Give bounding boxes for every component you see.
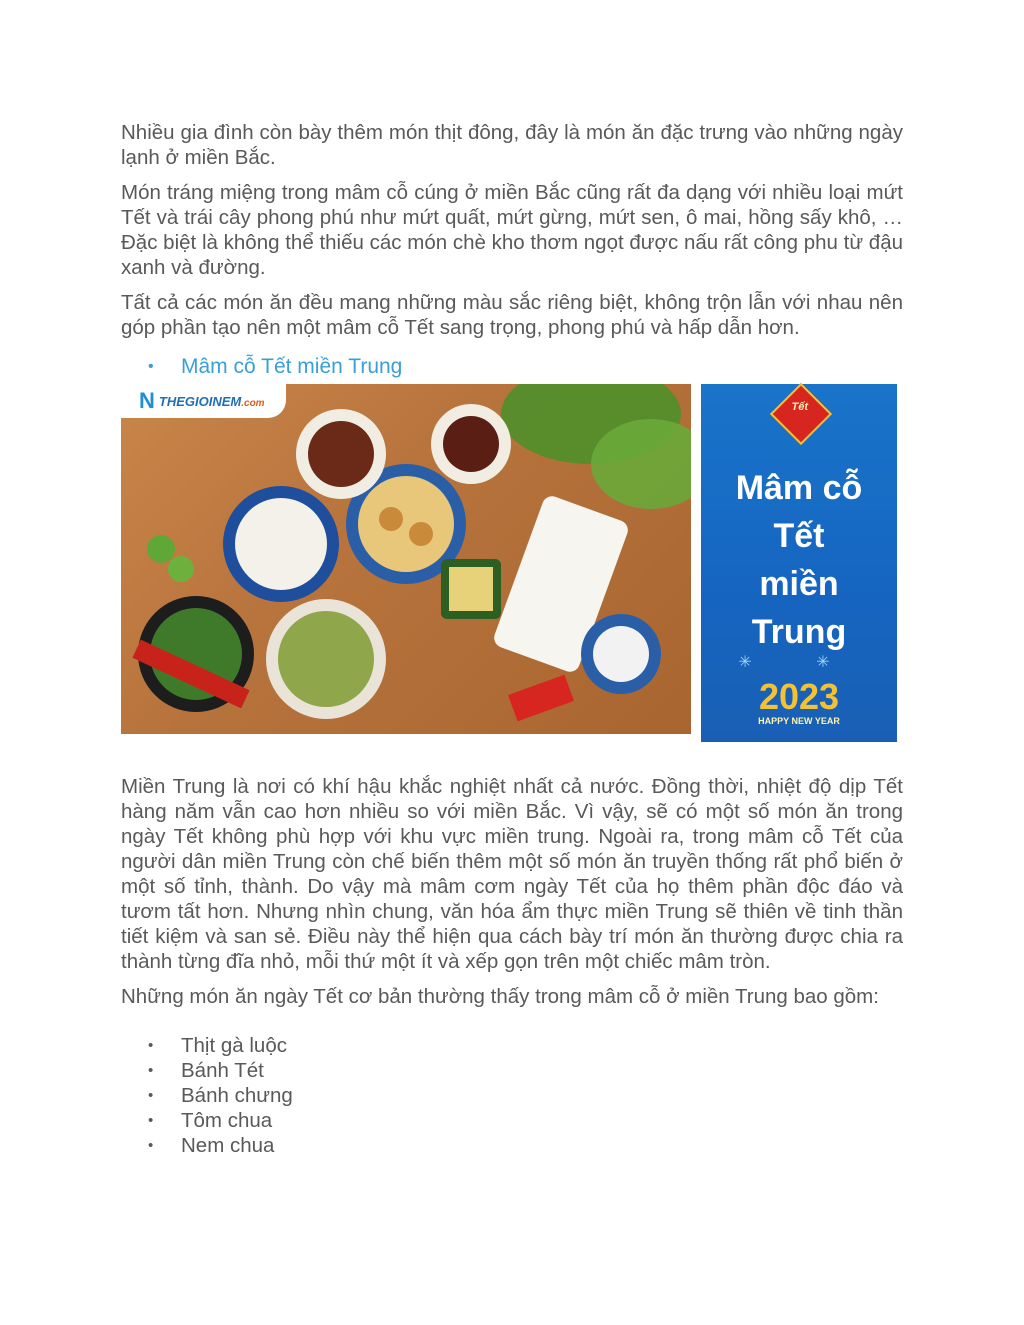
logo-mark: N (139, 388, 155, 413)
list-item (121, 1083, 903, 1108)
poster-title-line: Tết (773, 517, 825, 555)
poster-title (701, 464, 897, 656)
bullet-icon: • (148, 358, 154, 375)
document-page (121, 120, 903, 1158)
bullet-icon: • (148, 1037, 154, 1054)
poster-year: 2023 (758, 676, 840, 717)
dish-name: Tôm chua (181, 1109, 273, 1132)
list-item (121, 1133, 903, 1158)
thegioinem-logo (121, 384, 286, 418)
paragraph-mien-trung-khi-hau: Miền Trung là nơi có khí hậu khắc nghiệt nhất cả nước. Đồng thời, nhiệt độ dịp Tết hàng năm vẫn cao hơn nhiều so với miền Bắc. Vì vậy, sẽ có một số món ăn trong ngày Tết không phù hợp với khu vực miền trung. Ngoài ra, trong mâm cỗ Tết của người dân miền Trung còn chế biến thêm một số món ăn truyền thống rất phổ biến ở một số tỉnh, thành. Do vậy mà mâm cơm ngày Tết của họ thêm phần độc đáo và tươm tất hơn. Nhưng nhìn chung, văn hóa ẩm thực miền Trung sẽ thiên về tinh thần tiết kiệm và san sẻ. Điều này thể hiện qua cách bày trí món ăn thường được chia ra thành từng đĩa nhỏ, mỗi thứ một ít và xếp gọn trên một chiếc mâm tròn. (121, 775, 903, 973)
poster-title-line: Mâm cỗ (735, 469, 863, 507)
logo-brand-text: THEGIOINEM (158, 393, 242, 409)
poster-title-line: Trung (751, 613, 847, 651)
list-item (121, 1108, 903, 1133)
bullet-icon: • (148, 1062, 154, 1079)
section-heading-text: Mâm cỗ Tết miền Trung (181, 355, 403, 378)
feast-figure (121, 384, 897, 744)
bullet-icon: • (148, 1087, 154, 1104)
sparkle-icon: ✳ ✳ (738, 654, 860, 671)
logo-brand (159, 394, 265, 409)
list-item (121, 1033, 903, 1058)
dish-name: Thịt gà luộc (181, 1034, 287, 1057)
feast-illustration (121, 384, 691, 734)
tet-badge-icon (770, 383, 832, 445)
paragraph-trang-mieng: Món tráng miệng trong mâm cỗ cúng ở miền Bắc cũng rất đa dạng với nhiều loại mứt Tết và trái cây phong phú như mứt quất, mứt gừng, mứt sen, ô mai, hồng sấy khô, … Đặc biệt là không thể thiếu các món chè kho thơm ngọt được nấu rất công phu từ đậu xanh và đường. (121, 181, 903, 279)
dish-name: Bánh chưng (181, 1084, 293, 1107)
dish-list (121, 1033, 903, 1158)
bullet-icon: • (148, 1112, 154, 1129)
logo-suffix: .com (241, 397, 265, 409)
tet-badge-text: Tết (791, 401, 809, 414)
poster-tagline: HAPPY NEW YEAR (758, 716, 840, 726)
feast-photo (121, 384, 691, 734)
bullet-icon: • (148, 1137, 154, 1154)
paragraph-mon-an-co-ban: Những món ăn ngày Tết cơ bản thường thấy trong mâm cỗ ở miền Trung bao gồm: (121, 985, 879, 1008)
tet-poster (701, 384, 897, 742)
paragraph-mau-sac: Tất cả các món ăn đều mang những màu sắc riêng biệt, không trộn lẫn với nhau nên góp phần tạo nên một mâm cỗ Tết sang trọng, phong phú và hấp dẫn hơn. (121, 291, 903, 339)
section-heading-mien-trung (121, 354, 903, 380)
list-item (121, 1058, 903, 1083)
dish-name: Nem chua (181, 1134, 275, 1157)
paragraph-thit-dong: Nhiều gia đình còn bày thêm món thịt đông, đây là món ăn đặc trưng vào những ngày lạnh ở miền Bắc. (121, 121, 903, 169)
poster-title-line: miền (759, 565, 839, 603)
dish-name: Bánh Tét (181, 1059, 264, 1082)
